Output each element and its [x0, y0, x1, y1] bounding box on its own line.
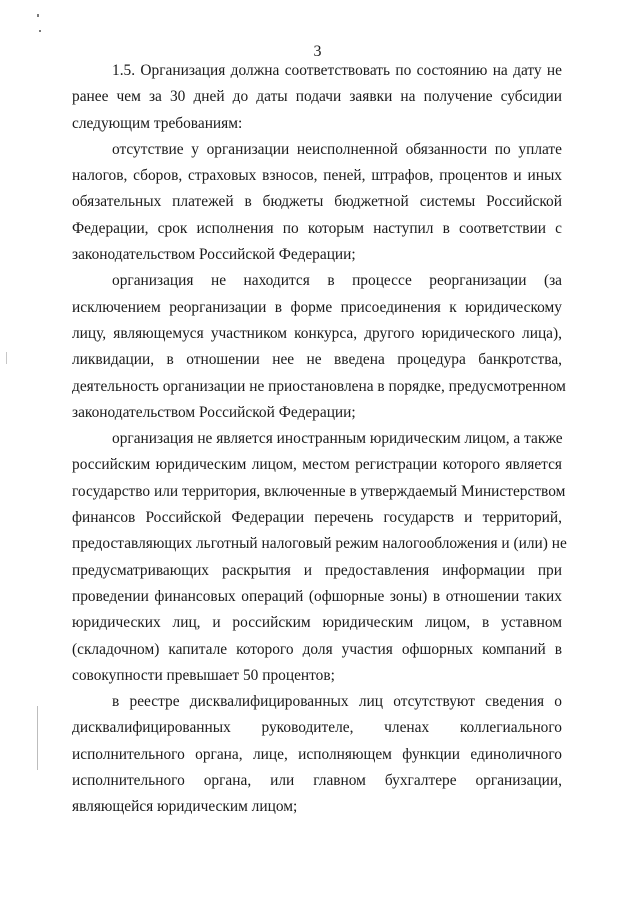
paragraph: [72, 268, 566, 426]
text-line: Федерации, срок исполнения по которым наступил в соответствии с: [72, 219, 562, 237]
text-line: являющейся юридическим лицом;: [72, 798, 298, 816]
text-line: организация не является иностранным юридическим лицом, а также: [112, 430, 563, 448]
paragraph: [72, 137, 562, 268]
text-line: предоставляющих льготный налоговый режим налогообложения и (или) не: [72, 535, 567, 553]
text-line: ранее чем за 30 дней до даты подачи заявки на получение субсидии: [72, 88, 562, 106]
scan-artifact: [39, 30, 41, 32]
paragraph: [72, 426, 567, 689]
text-line: лицу, являющемуся участником конкурса, другого юридического лица),: [72, 324, 562, 342]
scan-artifact: [6, 352, 7, 364]
text-line: исключением реорганизации в форме присоединения к юридическому: [72, 298, 562, 316]
text-line: финансов Российской Федерации перечень государств и территорий,: [72, 509, 562, 527]
text-line: законодательством Российской Федерации;: [72, 246, 356, 264]
paragraph: [72, 689, 562, 820]
text-line: (складочном) капитале которого доля участия офшорных компаний в: [72, 640, 562, 658]
text-line: законодательством Российской Федерации;: [72, 403, 356, 421]
text-line: юридических лиц, и российским юридическим лицом, в уставном: [72, 614, 562, 632]
paragraph: [72, 58, 562, 137]
text-line: отсутствие у организации неисполненной обязанности по уплате: [112, 140, 562, 158]
text-line: дисквалифицированных руководителе, членах коллегиального: [72, 719, 562, 737]
text-line: исполнительного органа, или главном бухгалтере организации,: [72, 772, 562, 790]
text-line: государство или территория, включенные в утверждаемый Министерством: [72, 482, 566, 500]
document-body: [72, 58, 567, 821]
text-line: 1.5. Организация должна соответствовать по состоянию на дату не: [112, 62, 562, 79]
page-number: 3: [313, 43, 322, 60]
text-line: налогов, сборов, страховых взносов, пеней, штрафов, процентов и иных: [72, 167, 562, 185]
text-line: ликвидации, в отношении нее не введена процедура банкротства,: [72, 351, 562, 369]
text-line: совокупности превышает 50 процентов;: [72, 666, 335, 684]
text-line: организация не находится в процессе реорганизации (за: [112, 272, 562, 290]
text-line: следующим требованиям:: [72, 114, 243, 132]
scan-artifact: [37, 14, 39, 17]
text-line: исполнительного органа, лице, исполняющем функции единоличного: [72, 745, 562, 763]
text-line: в реестре дисквалифицированных лиц отсутствуют сведения о: [112, 693, 562, 711]
text-line: проведении финансовых операций (офшорные зоны) в отношении таких: [72, 587, 562, 605]
text-line: обязательных платежей в бюджеты бюджетной системы Российской: [72, 193, 562, 211]
scan-artifact: [37, 706, 38, 770]
text-line: предусматривающих раскрытия и предоставления информации при: [72, 561, 562, 579]
text-line: российским юридическим лицом, местом регистрации которого является: [72, 456, 562, 474]
text-line: деятельность организации не приостановлена в порядке, предусмотренном: [72, 377, 566, 395]
